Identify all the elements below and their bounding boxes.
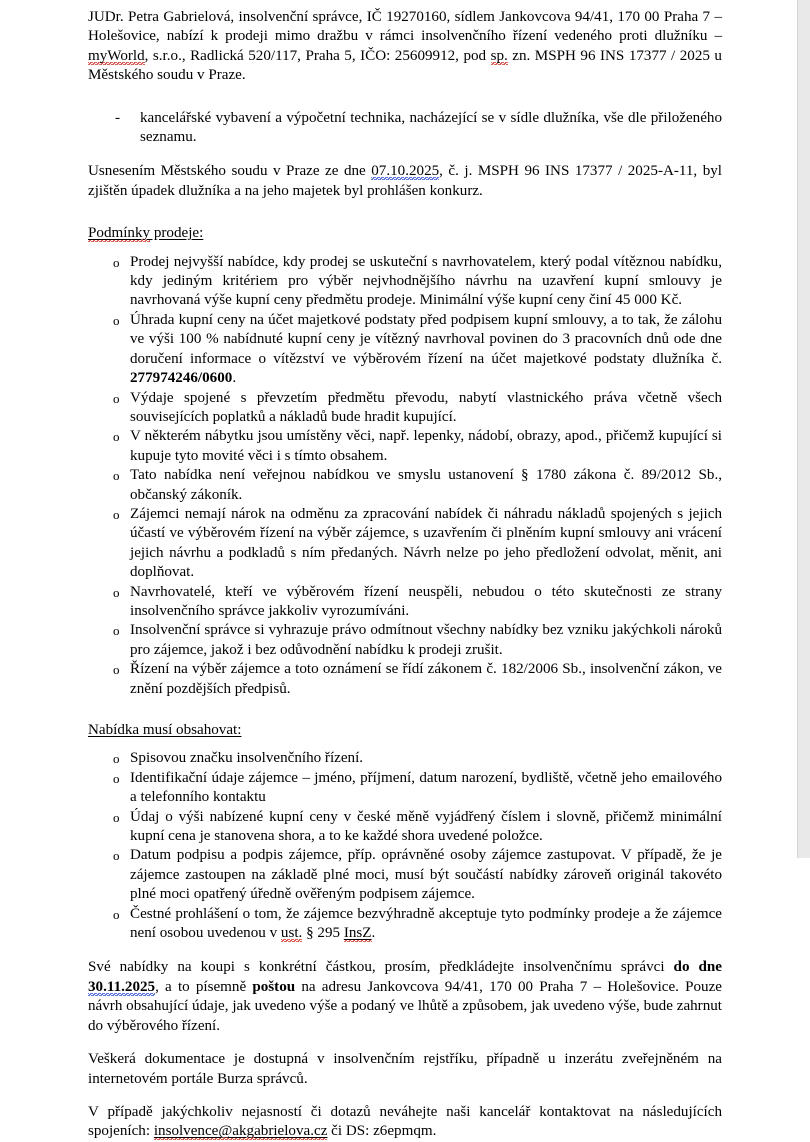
abbr-sp-misspelled: sp. — [490, 47, 508, 64]
offer-requirement-text: o Datum podpisu a podpis zájemce, příp. oprávněné osoby zájemce zastupovat. V případě, že je zájemce zastoupen na základě plné moci, musí být součástí nabídky zároveň originál takovéto plné moci opatřený úředně ověřeným podpisem zájemce. — [130, 847, 722, 903]
resolution-date: 07.10.2025 — [371, 163, 440, 180]
offer-requirement-text-before: Čestné prohlášení o tom, že zájemce bezvýhradně akceptuje tyto podmínky prodeje a že zájemce není osobou uvedenou v — [130, 905, 722, 942]
sale-condition-text: o Zájemci nemají nárok na odměnu za zpracování nabídek či náhradu nákladů spojených s jejich účastí ve výběrovém řízení na výběr zájemce, s uzavřením či plněním kupní smlouvy ani vrácení jejich návrhu a podkladů s ním předaných. Návrh nelze po jeho předložení odvolat, měnit, ani doplňovat. — [130, 505, 722, 581]
resolution-text-part2: , č. j. MSPH 96 INS 17377 / 2025-A-11, byl zjištěn úpadek dlužníka a na jeho majetek byl prohlášen konkurz. — [88, 163, 722, 199]
sale-condition-item — [88, 505, 722, 583]
sale-condition-item — [88, 583, 722, 622]
heading-suffix: prodeje: — [150, 225, 204, 242]
sale-condition-item — [88, 253, 722, 311]
spacer — [88, 100, 722, 109]
sale-condition-item — [88, 311, 722, 389]
abbr-insz-misspelled: InsZ — [343, 925, 372, 942]
offer-requirements-heading: Nabídka musí obsahovat: — [88, 722, 242, 738]
sale-conditions-list — [88, 253, 722, 699]
deadline-date: 30.11.2025 — [88, 978, 156, 995]
deadline-label: do dne — [673, 959, 723, 976]
sale-condition-text-before: Úhrada kupní ceny na účet majetkové podstaty před podpisem kupní smlouvy, a to tak, že zálohu ve výši 100 % nabídnuté kupní ceny je vítězný navrhoval povinen do 3 pracovních dnů ode dne doručení informace o vítězství ve výběrovém řízení na účet majetkové podstaty dlužníka č. — [130, 311, 722, 367]
asset-list-item-text: kancelářské vybavení a výpočetní technika, nacházející se v sídle dlužníka, vše dle přiloženého seznamu. — [140, 109, 722, 146]
sale-condition-text: o Řízení na výběr zájemce a toto oznámení se řídí zákonem č. 182/2006 Sb., insolvenční zákon, ve znění pozdějších předpisů. — [130, 661, 722, 697]
offer-requirement-text: o Údaj o výši nabízené kupní ceny v české měně vyjádřený číslem i slovně, přičemž minimální kupní cena je stanovena shora, a to ke každé shora uvedené položce. — [130, 808, 722, 845]
spacer — [88, 215, 722, 224]
offer-requirement-item — [88, 846, 722, 904]
spacer — [88, 147, 722, 162]
intro-text-part3: zn. MSPH 96 INS 17377 / 2025 u Městského soudu v Praze. — [88, 47, 722, 84]
spacer — [88, 943, 722, 958]
intro-text-part1: JUDr. Petra Gabrielová, insolvenční správce, IČ 19270160, sídlem Jankovcova 94/41, 170 00 Praha 7 – Holešovice, nabízí k prodeji mimo dražbu v rámci insolvenčního řízení vedeného proti dlužníku – — [88, 9, 722, 45]
offer-requirement-item — [88, 905, 722, 944]
sale-condition-item — [88, 427, 722, 466]
submission-paragraph — [88, 958, 722, 1036]
sale-condition-text: o Prodej nejvyšší nabídce, kdy prodej se uskuteční s navrhovatelem, který podal vítěznou nabídku, kdy jediným kritériem pro výběr nejvhodnějšího návrhu na uzavření kupní smlouvy je navrhovaná výše kupní ceny předmětu prodeje. Minimální výše kupní ceny činí 45 000 Kč. — [130, 253, 722, 309]
bank-account-number: 277974246/0600 — [130, 370, 233, 387]
sale-condition-text: o Tato nabídka není veřejnou nabídkou ve smyslu ustanovení § 1780 zákona č. 89/2012 Sb., občanský zákoník. — [130, 467, 722, 503]
spacer — [88, 699, 722, 721]
sale-condition-text: o Insolvenční správce si vyhrazuje právo odmítnout všechny nabídky bez vzniku jakýchkoli nároků pro zájemce, jakož i bez odůvodnění nabídku k prodeji zrušit. — [130, 622, 722, 658]
offer-requirement-text-after: . — [371, 925, 376, 942]
sale-condition-text-after: . — [232, 370, 237, 387]
contact-email-link[interactable]: insolvence@akgabrielova.cz — [153, 1123, 328, 1140]
submission-text-part1: Své nabídky na koupi s konkrétní částkou, prosím, předkládejte insolvenčnímu správci — [88, 959, 674, 976]
heading-word-misspelled: Podmínky — [88, 225, 151, 242]
sale-condition-text: o Výdaje spojené s převzetím předmětu převodu, nabytí vlastnického práva včetně všech souvisejících poplatků a nákladů bude hradit kupující. — [130, 389, 722, 425]
sale-condition-item — [88, 466, 722, 505]
asset-list — [88, 109, 722, 148]
abbr-ust-misspelled: ust. — [280, 925, 303, 942]
intro-paragraph — [88, 8, 722, 86]
submission-method: poštou — [252, 978, 296, 995]
offer-requirement-item — [88, 808, 722, 847]
page-edge-strip — [797, 0, 810, 858]
offer-requirement-item — [88, 769, 722, 808]
sale-condition-text: o V některém nábytku jsou umístěny věci, např. lepenky, nádobí, obrazy, apod., přičemž kupující si kupuje tyto movité věci i s tímto obsahem. — [130, 428, 722, 464]
contact-paragraph — [88, 1103, 722, 1142]
offer-requirement-text: o Spisovou značku insolvenčního řízení. — [130, 750, 364, 767]
submission-text-part3: na adresu Jankovcova 94/41, 170 00 Praha 7 – Holešovice. Pouze návrh obsahující údaje, jak uvedeno výše a podaný ve lhůtě a způsobem, jak uvedeno výše, bude zahrnut do výběrového řízení. — [88, 978, 723, 1034]
resolution-paragraph — [88, 162, 722, 201]
asset-list-item — [88, 109, 722, 148]
sale-condition-text: o Navrhovatelé, kteří ve výběrovém řízení neuspěli, nebudou o této skutečnosti ze strany insolvenčního správce jakkoliv vyrozumíváni. — [130, 583, 722, 619]
intro-text-part2: , s.r.o., Radlická 520/117, Praha 5, IČO: 25609912, pod — [144, 47, 491, 64]
offer-requirement-text: o Identifikační údaje zájemce – jméno, příjmení, datum narození, bydliště, včetně jeho emailového a telefonního kontaktu — [130, 769, 722, 806]
sale-condition-item — [88, 660, 722, 699]
offer-requirement-text-mid: § 295 — [302, 925, 344, 942]
resolution-text-part1: Usnesením Městského soudu v Praze ze dne — [88, 163, 372, 180]
sale-condition-item — [88, 389, 722, 428]
document-content — [88, 8, 722, 1142]
spacer — [88, 740, 722, 749]
sale-condition-item — [88, 621, 722, 660]
spacer — [88, 244, 722, 253]
contact-text-part1: V případě jakýchkoliv nejasností či dotazů neváhejte naši kancelář kontaktovat na následujících spojeních: — [88, 1103, 722, 1140]
offer-requirement-item — [88, 749, 722, 768]
submission-text-part2: , a to písemně — [155, 978, 253, 995]
sale-conditions-heading — [88, 224, 722, 243]
contact-text-part2: či DS: z6epmqm. — [327, 1123, 437, 1140]
debtor-name-misspelled: myWorld — [88, 47, 145, 64]
offer-requirements-list — [88, 749, 722, 943]
documentation-paragraph: Veškerá dokumentace je dostupná v insolvenčním rejstříku, případně u inzerátu zveřejněném na internetovém portále Burza správců. — [88, 1051, 722, 1087]
